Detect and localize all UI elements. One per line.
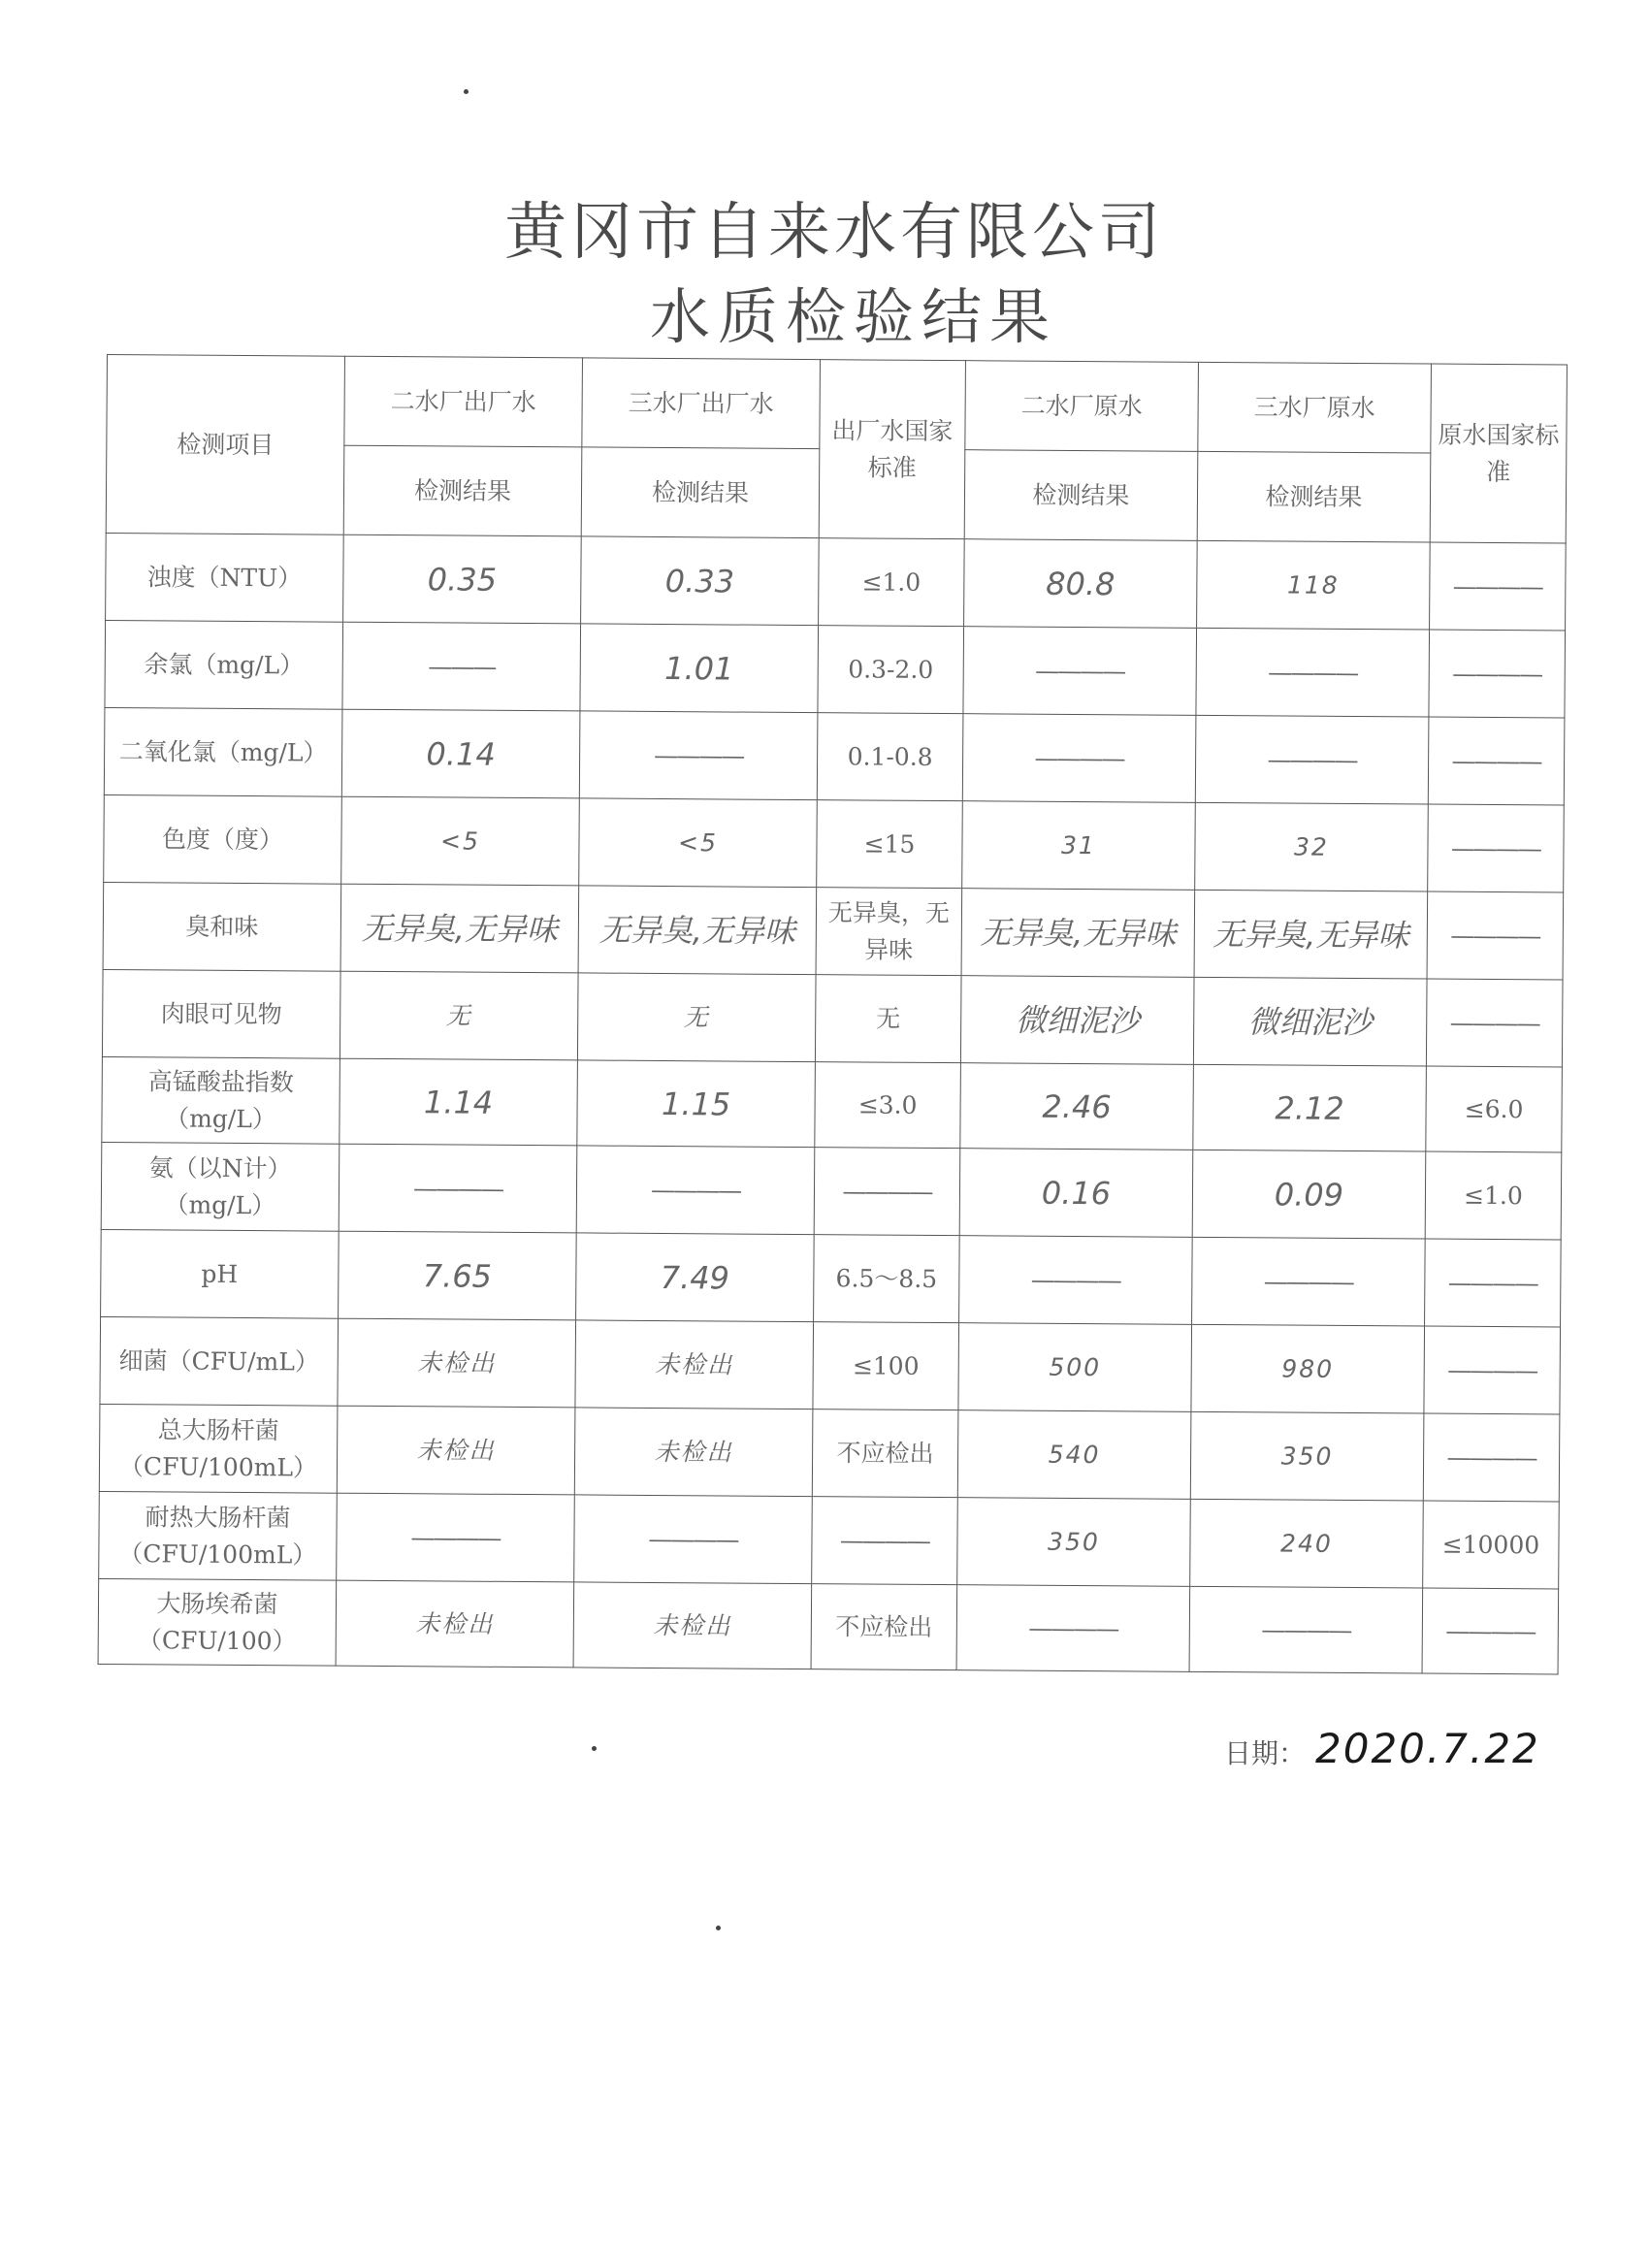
result-cell-p3: <5 bbox=[579, 798, 818, 888]
result-cell-p3: 无 bbox=[577, 973, 816, 1062]
result-cell-p2: ———— bbox=[339, 1144, 577, 1233]
result-cell-rstd: ———— bbox=[1424, 1326, 1561, 1414]
result-cell-std: ≤100 bbox=[813, 1322, 959, 1410]
result-cell-rstd: ≤6.0 bbox=[1426, 1066, 1563, 1152]
table-row bbox=[101, 1142, 1562, 1240]
table-row bbox=[104, 707, 1565, 805]
result-cell-p2: 未检出 bbox=[336, 1580, 574, 1668]
header-item: 检测项目 bbox=[106, 355, 344, 535]
result-cell-r2: ———— bbox=[963, 627, 1197, 716]
table-row bbox=[99, 1491, 1560, 1589]
scan-speck bbox=[464, 89, 469, 94]
result-cell-std: 无 bbox=[815, 975, 961, 1063]
result-cell-r2: 微细泥沙 bbox=[960, 976, 1194, 1065]
report-title: 水质检验结果 bbox=[649, 281, 1057, 352]
result-cell-r2: ———— bbox=[956, 1585, 1190, 1672]
result-cell-std: ———— bbox=[812, 1497, 958, 1585]
result-cell-r2: ———— bbox=[959, 1236, 1193, 1325]
result-cell-p2: 7.65 bbox=[339, 1231, 577, 1320]
result-cell-std: 6.5～8.5 bbox=[814, 1235, 960, 1323]
row-item-label: 色度（度） bbox=[104, 794, 342, 884]
table-row bbox=[104, 794, 1565, 892]
table-row bbox=[102, 1056, 1563, 1152]
row-item-label: pH bbox=[101, 1229, 340, 1318]
table-row bbox=[101, 1229, 1562, 1327]
result-cell-p3: 无异臭,无异味 bbox=[578, 886, 817, 975]
result-cell-r3: 980 bbox=[1191, 1324, 1425, 1413]
result-cell-p2: 无 bbox=[340, 971, 578, 1060]
result-cell-p2: 0.14 bbox=[341, 709, 580, 798]
result-cell-r2: 2.46 bbox=[960, 1063, 1194, 1150]
result-cell-p2: 未检出 bbox=[337, 1406, 575, 1495]
header-result: 检测结果 bbox=[964, 450, 1198, 541]
result-cell-p2: 未检出 bbox=[338, 1318, 576, 1408]
result-cell-p2: 1.14 bbox=[340, 1058, 578, 1146]
result-cell-rstd: ———— bbox=[1425, 1239, 1562, 1327]
result-cell-r3: 118 bbox=[1197, 540, 1431, 630]
result-cell-r3: 无异臭,无异味 bbox=[1194, 890, 1428, 979]
result-cell-std: ≤3.0 bbox=[815, 1062, 961, 1149]
date-label: 日期： bbox=[1224, 1737, 1307, 1769]
result-cell-std: ———— bbox=[814, 1148, 960, 1236]
result-cell-p3: 0.33 bbox=[581, 536, 820, 626]
result-cell-p3: 未检出 bbox=[574, 1408, 813, 1497]
row-item-label: 总大肠杆菌（CFU/100mL） bbox=[99, 1404, 338, 1493]
result-cell-p3: ———— bbox=[574, 1495, 813, 1584]
result-cell-r3: 32 bbox=[1195, 802, 1429, 891]
result-cell-p3: 未检出 bbox=[573, 1582, 812, 1669]
result-cell-r2: 无异臭,无异味 bbox=[961, 889, 1195, 978]
company-title: 黄冈市自来水有限公司 bbox=[504, 197, 1164, 269]
result-cell-p3: 1.15 bbox=[577, 1060, 816, 1148]
result-cell-rstd: ———— bbox=[1422, 1588, 1559, 1674]
result-cell-std: 0.3-2.0 bbox=[818, 626, 964, 714]
result-cell-rstd: ≤1.0 bbox=[1425, 1151, 1562, 1240]
result-cell-rstd: ———— bbox=[1428, 804, 1565, 892]
result-cell-r2: 31 bbox=[962, 801, 1196, 891]
result-cell-p2: 0.35 bbox=[343, 535, 582, 624]
header-result: 检测结果 bbox=[1197, 451, 1431, 542]
header-plant2-raw: 二水厂原水 bbox=[965, 361, 1199, 452]
scan-speck bbox=[592, 1746, 597, 1751]
header-plant2-out: 二水厂出厂水 bbox=[344, 356, 583, 447]
result-cell-p2: 无异臭,无异味 bbox=[340, 884, 579, 973]
row-item-label: 耐热大肠杆菌（CFU/100mL） bbox=[99, 1491, 338, 1580]
header-result: 检测结果 bbox=[343, 445, 582, 536]
result-cell-std: 无异臭，无异味 bbox=[816, 888, 962, 976]
row-item-label: 二氧化氯（mg/L） bbox=[104, 707, 342, 796]
result-cell-r2: 0.16 bbox=[959, 1149, 1193, 1238]
scan-speck bbox=[716, 1926, 721, 1930]
row-item-label: 浊度（NTU） bbox=[106, 533, 344, 622]
header-out-standard: 出厂水国家标准 bbox=[819, 360, 965, 539]
header-result: 检测结果 bbox=[581, 447, 820, 538]
result-cell-r3: ———— bbox=[1192, 1237, 1426, 1326]
document-header bbox=[0, 194, 1649, 355]
table-row bbox=[100, 1316, 1561, 1414]
result-cell-r3: ———— bbox=[1189, 1586, 1423, 1673]
row-item-label: 氨（以N计）（mg/L） bbox=[101, 1142, 340, 1231]
water-quality-table bbox=[98, 354, 1568, 1674]
result-cell-std: 0.1-0.8 bbox=[817, 713, 963, 801]
result-cell-rstd: ———— bbox=[1429, 630, 1566, 718]
result-cell-std: 不应检出 bbox=[812, 1409, 958, 1498]
header-plant3-out: 三水厂出厂水 bbox=[582, 358, 821, 449]
result-cell-r3: ———— bbox=[1195, 715, 1429, 804]
table-row bbox=[98, 1578, 1559, 1674]
result-cell-r2: 500 bbox=[958, 1323, 1192, 1412]
header-raw-standard: 原水国家标准 bbox=[1430, 364, 1567, 543]
row-item-label: 高锰酸盐指数（mg/L） bbox=[102, 1056, 340, 1144]
result-cell-p2: ———— bbox=[337, 1493, 575, 1582]
result-cell-r3: 240 bbox=[1190, 1499, 1424, 1588]
result-cell-rstd: ———— bbox=[1427, 891, 1564, 980]
result-cell-p3: 未检出 bbox=[575, 1320, 814, 1409]
result-cell-r2: ———— bbox=[962, 714, 1196, 803]
result-cell-r2: 80.8 bbox=[964, 539, 1198, 629]
result-cell-r3: ———— bbox=[1196, 628, 1430, 717]
result-cell-p2: <5 bbox=[341, 796, 580, 886]
result-cell-rstd: ———— bbox=[1423, 1413, 1560, 1502]
result-cell-r2: 350 bbox=[957, 1498, 1191, 1587]
result-cell-std: 不应检出 bbox=[811, 1584, 957, 1670]
result-cell-rstd: ≤10000 bbox=[1423, 1501, 1560, 1589]
row-item-label: 大肠埃希菌（CFU/100） bbox=[98, 1578, 337, 1666]
result-cell-std: ≤15 bbox=[817, 800, 963, 889]
table-row bbox=[99, 1404, 1560, 1502]
row-item-label: 细菌（CFU/mL） bbox=[100, 1316, 339, 1406]
row-item-label: 臭和味 bbox=[103, 882, 341, 971]
result-cell-std: ≤1.0 bbox=[819, 538, 965, 627]
row-item-label: 余氯（mg/L） bbox=[105, 620, 343, 709]
row-item-label: 肉眼可见物 bbox=[102, 969, 340, 1058]
result-cell-p2: ——— bbox=[342, 622, 581, 711]
header-plant3-raw: 三水厂原水 bbox=[1198, 362, 1432, 453]
date-line bbox=[1224, 1725, 1540, 1772]
result-cell-r3: 2.12 bbox=[1193, 1064, 1427, 1151]
table-row bbox=[106, 533, 1567, 631]
result-cell-rstd: ———— bbox=[1426, 979, 1563, 1067]
result-cell-rstd: ———— bbox=[1428, 717, 1565, 805]
table-row bbox=[102, 969, 1563, 1067]
result-cell-rstd: ———— bbox=[1430, 542, 1567, 631]
table-row bbox=[105, 620, 1566, 718]
result-cell-p3: 7.49 bbox=[576, 1233, 815, 1322]
table-row bbox=[103, 882, 1564, 980]
result-cell-p3: ———— bbox=[576, 1146, 815, 1235]
result-cell-r2: 540 bbox=[957, 1410, 1191, 1500]
result-cell-r3: 微细泥沙 bbox=[1193, 977, 1427, 1066]
date-value: 2020.7.22 bbox=[1315, 1725, 1540, 1772]
result-cell-r3: 0.09 bbox=[1192, 1150, 1426, 1239]
result-cell-p3: 1.01 bbox=[580, 624, 819, 713]
result-cell-r3: 350 bbox=[1190, 1411, 1424, 1501]
result-cell-p3: ———— bbox=[579, 711, 818, 800]
